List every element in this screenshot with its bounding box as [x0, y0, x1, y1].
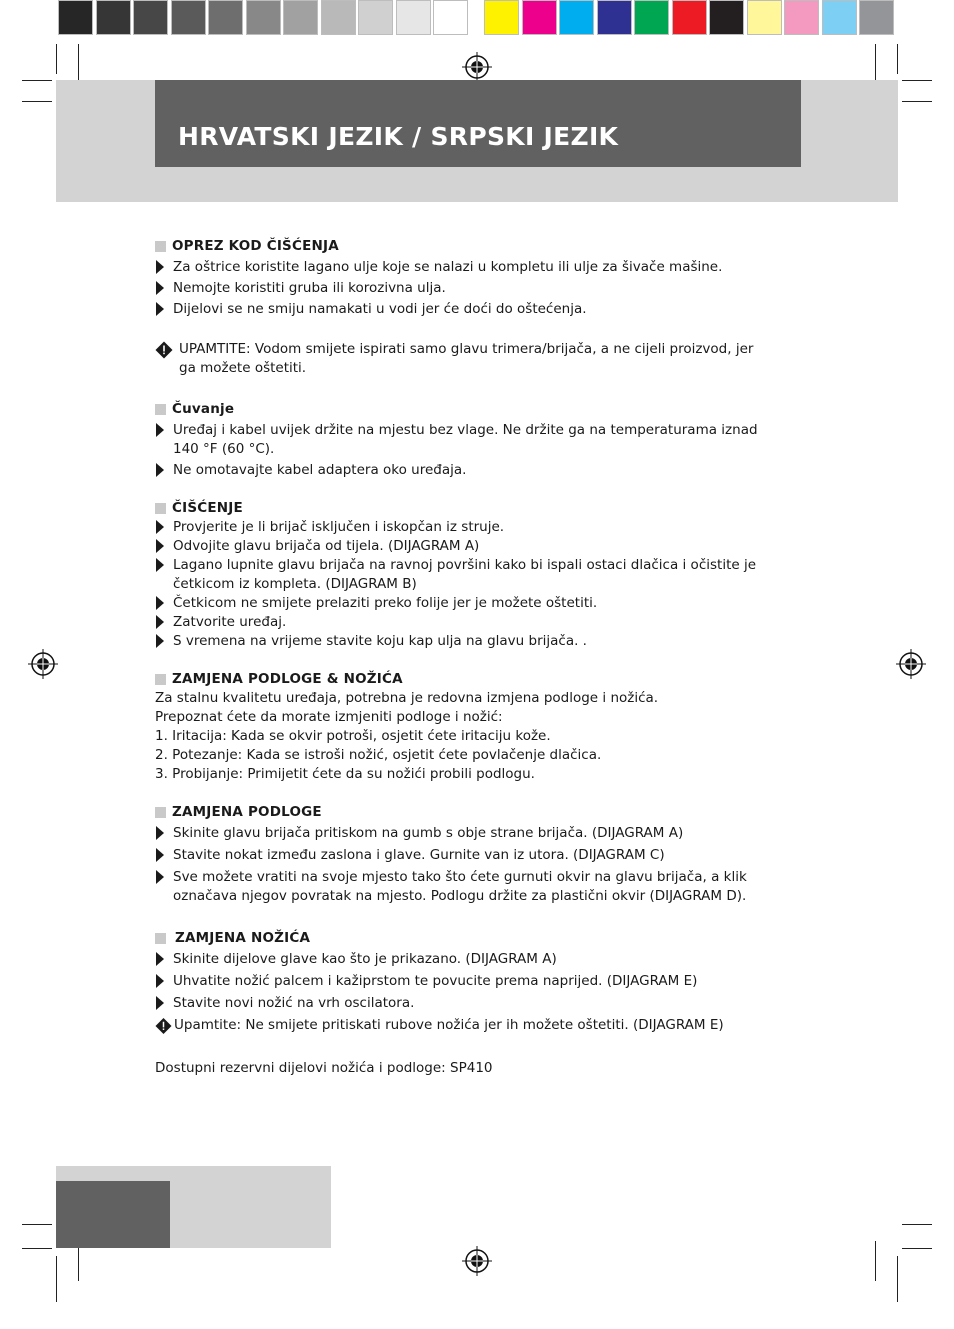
crop-mark — [902, 101, 932, 102]
page-number-block — [56, 1181, 170, 1248]
spare-parts-note: Dostupni rezervni dijelovi nožića i podloge: SP410 — [155, 1060, 493, 1076]
gray-swatch — [133, 0, 168, 35]
crop-mark — [22, 1248, 52, 1249]
list-item: Skinite glavu brijača pritiskom na gumb s obje strane brijača. (DIJAGRAM A) — [155, 824, 775, 843]
section-heading: ZAMJENA PODLOGE — [155, 802, 775, 822]
registration-mark-icon — [462, 52, 492, 82]
arrow-bullet-icon — [156, 302, 164, 316]
color-swatch — [822, 0, 857, 35]
section-zamjena-podloge-nozica — [155, 669, 775, 784]
section-zamjena-nozica — [155, 928, 775, 1035]
registration-mark-icon — [896, 649, 926, 679]
color-swatch — [747, 0, 782, 35]
crop-mark — [56, 44, 57, 74]
gray-swatch — [358, 0, 393, 35]
list-item: Nemojte koristiti gruba ili korozivna ulja. — [155, 279, 775, 298]
gray-swatch — [433, 0, 468, 35]
section-ciscenje — [155, 498, 775, 651]
list-item: Dijelovi se ne smiju namakati u vodi jer će doći do oštećenja. — [155, 300, 775, 319]
arrow-bullet-icon — [156, 558, 164, 572]
color-swatch-strip — [484, 0, 897, 38]
paragraph-line: 2. Potezanje: Kada se istroši nožić, osjetit ćete povlačenje dlačica. — [155, 747, 602, 763]
arrow-bullet-icon — [156, 974, 164, 988]
list-item: Četkicom ne smijete prelaziti preko folije jer je možete oštetiti. — [155, 594, 775, 613]
square-bullet-icon — [155, 503, 166, 514]
list-item: Uhvatite nožić palcem i kažiprstom te povucite prema naprijed. (DIJAGRAM E) — [155, 972, 775, 991]
section-cuvanje — [155, 399, 775, 480]
color-swatch — [709, 0, 744, 35]
color-swatch — [672, 0, 707, 35]
gray-swatch — [396, 0, 431, 35]
gray-swatch — [321, 0, 356, 35]
color-swatch — [634, 0, 669, 35]
color-swatch — [597, 0, 632, 35]
warning-diamond-icon — [155, 1017, 172, 1035]
square-bullet-icon — [155, 807, 166, 818]
list-item: S vremena na vrijeme stavite koju kap ulja na glavu brijača. . — [155, 632, 775, 651]
crop-mark — [897, 44, 898, 74]
paragraph-line: 3. Probijanje: Primijetit ćete da su nožići probili podlogu. — [155, 766, 535, 782]
color-swatch — [484, 0, 519, 35]
list-item: Stavite nokat između zaslona i glave. Gurnite van iz utora. (DIJAGRAM C) — [155, 846, 775, 865]
arrow-bullet-icon — [156, 463, 164, 477]
section-heading: ČIŠĆENJE — [155, 498, 775, 518]
arrow-bullet-icon — [156, 596, 164, 610]
gray-swatch — [171, 0, 206, 35]
warning-diamond-icon — [155, 341, 173, 359]
section-heading: Čuvanje — [155, 399, 775, 419]
arrow-bullet-icon — [156, 996, 164, 1010]
gray-swatch — [246, 0, 281, 35]
square-bullet-icon — [155, 404, 166, 415]
section-heading: OPREZ KOD ČIŠĆENJA — [155, 236, 775, 256]
crop-mark — [902, 1248, 932, 1249]
arrow-bullet-icon — [156, 634, 164, 648]
crop-mark — [22, 101, 52, 102]
list-item: Provjerite je li brijač isključen i iskopčan iz struje. — [155, 518, 775, 537]
color-swatch — [522, 0, 557, 35]
list-item: Uređaj i kabel uvijek držite na mjestu bez vlage. Ne držite ga na temperaturama iznad 140 °F (60 °C). — [155, 421, 775, 459]
square-bullet-icon — [155, 241, 166, 252]
crop-mark — [56, 1256, 57, 1302]
crop-mark — [897, 1256, 898, 1302]
warning-note: UPAMTITE: Vodom smijete ispirati samo glavu trimera/brijača, a ne cijeli proizvod, jer ga možete oštetiti. — [155, 340, 765, 378]
list-item: Stavite novi nožić na vrh oscilatora. — [155, 994, 775, 1013]
arrow-bullet-icon — [156, 539, 164, 553]
arrow-bullet-icon — [156, 848, 164, 862]
gray-swatch — [96, 0, 131, 35]
list-item: Za oštrice koristite lagano ulje koje se nalazi u kompletu ili ulje za šivače mašine. — [155, 258, 775, 277]
page-title: HRVATSKI JEZIK / SRPSKI JEZIK — [178, 122, 619, 151]
paragraph-line: Prepoznat ćete da morate izmjeniti podloge i nožić: — [155, 709, 503, 725]
section-heading: ZAMJENA NOŽIĆA — [155, 928, 775, 948]
gray-swatch — [283, 0, 318, 35]
crop-mark — [902, 1224, 932, 1225]
arrow-bullet-icon — [156, 826, 164, 840]
arrow-bullet-icon — [156, 952, 164, 966]
registration-mark-icon — [462, 1246, 492, 1276]
crop-mark — [875, 1241, 876, 1281]
color-swatch — [559, 0, 594, 35]
crop-mark — [902, 80, 932, 81]
paragraph-line: Za stalnu kvalitetu uređaja, potrebna je redovna izmjena podloge i nožića. — [155, 690, 659, 706]
arrow-bullet-icon — [156, 615, 164, 629]
section-zamjena-podloge — [155, 802, 775, 906]
gray-swatch-strip — [58, 0, 471, 38]
list-item: Ne omotavajte kabel adaptera oko uređaja. — [155, 461, 775, 480]
square-bullet-icon — [155, 674, 166, 685]
arrow-bullet-icon — [156, 520, 164, 534]
main-content — [155, 236, 775, 1078]
arrow-bullet-icon — [156, 870, 164, 884]
list-item: Sve možete vratiti na svoje mjesto tako što ćete gurnuti okvir na glavu brijača, a klik označava njegov povratak na mjesto. Podlogu držite za plastični okvir (DIJAGRAM D). — [155, 868, 775, 906]
registration-mark-icon — [28, 649, 58, 679]
arrow-bullet-icon — [156, 281, 164, 295]
crop-mark — [22, 80, 52, 81]
list-item: Lagano lupnite glavu brijača na ravnoj površini kako bi ispali ostaci dlačica i očistite je četkicom iz kompleta. (DIJAGRAM B) — [155, 556, 775, 594]
gray-swatch — [58, 0, 93, 35]
list-item: Zatvorite uređaj. — [155, 613, 775, 632]
list-item: Odvojite glavu brijača od tijela. (DIJAGRAM A) — [155, 537, 775, 556]
square-bullet-icon — [155, 933, 166, 944]
section-oprez — [155, 236, 775, 378]
color-swatch — [859, 0, 894, 35]
section-heading: ZAMJENA PODLOGE & NOŽIĆA — [155, 669, 775, 689]
gray-swatch — [208, 0, 243, 35]
warning-note: Upamtite: Ne smijete pritiskati rubove nožića jer ih možete oštetiti. (DIJAGRAM E) — [155, 1016, 775, 1035]
crop-mark — [22, 1224, 52, 1225]
arrow-bullet-icon — [156, 423, 164, 437]
arrow-bullet-icon — [156, 260, 164, 274]
color-swatch — [784, 0, 819, 35]
paragraph-line: 1. Iritacija: Kada se okvir potroši, osjetit ćete iritaciju kože. — [155, 728, 551, 744]
list-item: Skinite dijelove glave kao što je prikazano. (DIJAGRAM A) — [155, 950, 775, 969]
